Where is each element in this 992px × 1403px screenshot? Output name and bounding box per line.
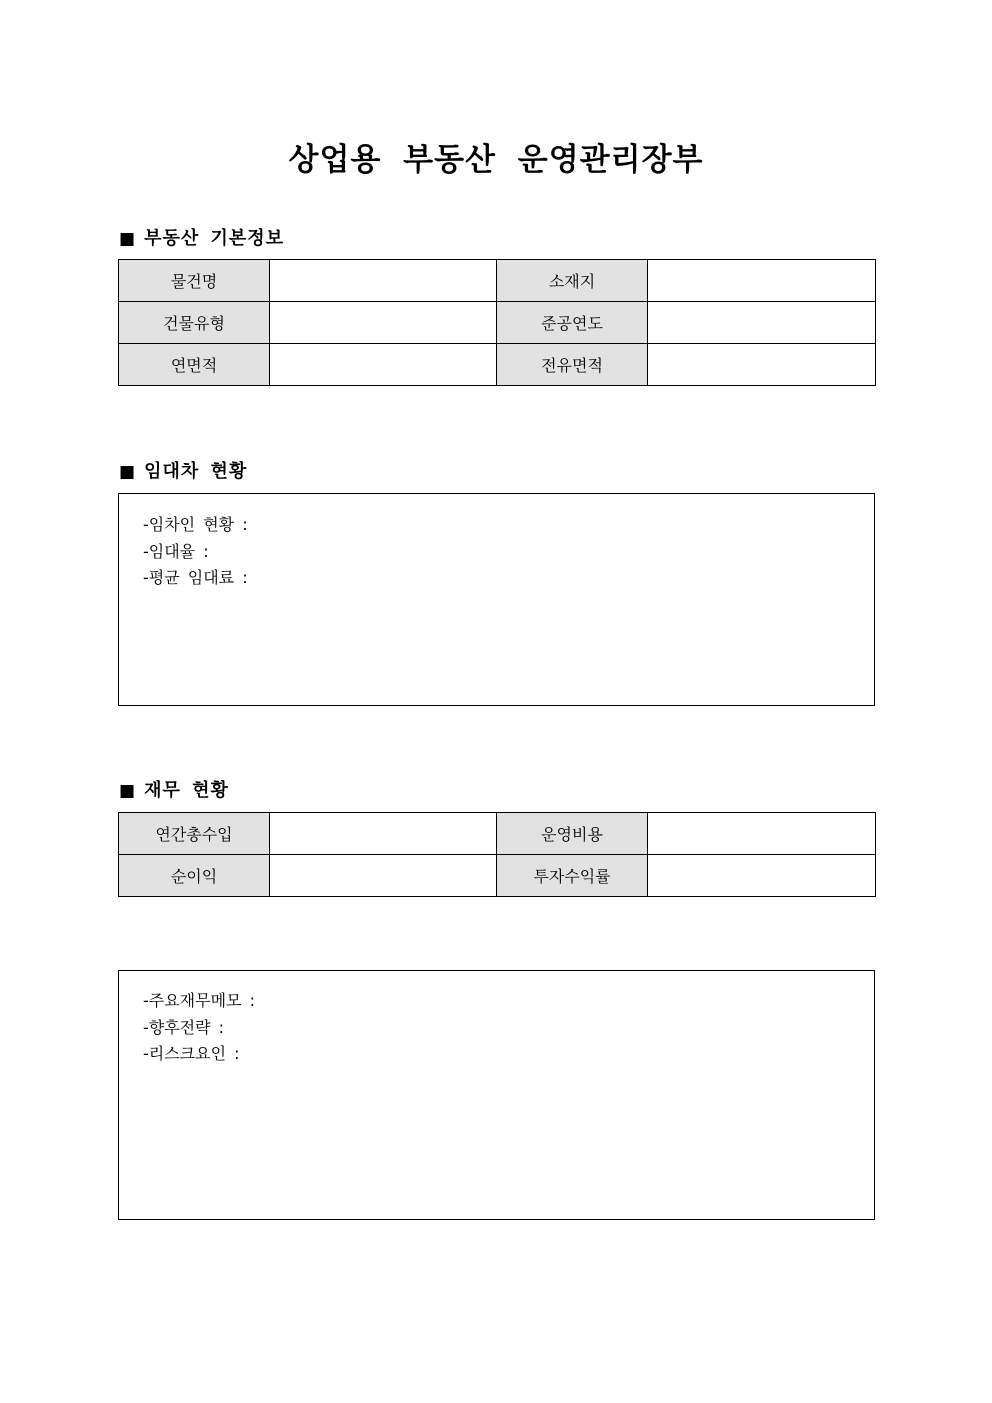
square-bullet-icon: ■ [119, 781, 137, 801]
section-heading-label: 재무 현황 [144, 780, 229, 801]
memo-line-future-strategy: -향후전략 : [143, 1017, 225, 1037]
section-heading-label: 임대차 현황 [144, 461, 248, 482]
section-heading-basic-info [119, 224, 284, 250]
basic-info-table [118, 259, 876, 386]
memo-line-occupancy-rate: -임대율 : [143, 541, 209, 561]
table-row [119, 260, 876, 302]
gross-floor-area-field[interactable] [270, 344, 497, 386]
memo-line-risk-factors: -리스크요인 : [143, 1044, 240, 1063]
field-label-exclusive-area: 전유면적 [497, 344, 648, 386]
square-bullet-icon: ■ [119, 229, 137, 249]
property-name-field[interactable] [270, 260, 497, 302]
net-income-field[interactable] [270, 855, 497, 897]
completion-year-field[interactable] [648, 302, 876, 344]
annual-revenue-field[interactable] [270, 813, 497, 855]
operating-cost-field[interactable] [648, 813, 876, 855]
location-field[interactable] [648, 260, 876, 302]
section-heading-lease [119, 457, 247, 483]
field-label-operating-cost: 운영비용 [497, 813, 648, 855]
field-label-annual-revenue: 연간총수입 [119, 813, 270, 855]
field-label-property-name: 물건명 [119, 260, 270, 302]
section-heading-label: 부동산 기본정보 [144, 228, 285, 249]
memo-line-average-rent: -평균 임대료 : [143, 568, 248, 587]
field-label-location: 소재지 [497, 260, 648, 302]
field-label-building-type: 건물유형 [119, 302, 270, 344]
lease-memo-box[interactable] [118, 493, 875, 706]
section-heading-finance [119, 776, 229, 802]
field-label-completion-year: 준공연도 [497, 302, 648, 344]
field-label-net-income: 순이익 [119, 855, 270, 897]
memo-line-tenant-status: -임차인 현황 : [143, 515, 248, 534]
table-row [119, 813, 876, 855]
roi-field[interactable] [648, 855, 876, 897]
field-label-gross-floor-area: 연면적 [119, 344, 270, 386]
square-bullet-icon: ■ [119, 462, 137, 482]
field-label-roi: 투자수익률 [497, 855, 648, 897]
finance-memo-box[interactable] [118, 970, 875, 1220]
exclusive-area-field[interactable] [648, 344, 876, 386]
building-type-field[interactable] [270, 302, 497, 344]
finance-table [118, 812, 876, 897]
table-row [119, 855, 876, 897]
table-row [119, 302, 876, 344]
document-title: 상업용 부동산 운영관리장부 [288, 142, 704, 178]
table-row [119, 344, 876, 386]
memo-line-key-finance-notes: -주요재무메모 : [143, 991, 255, 1010]
